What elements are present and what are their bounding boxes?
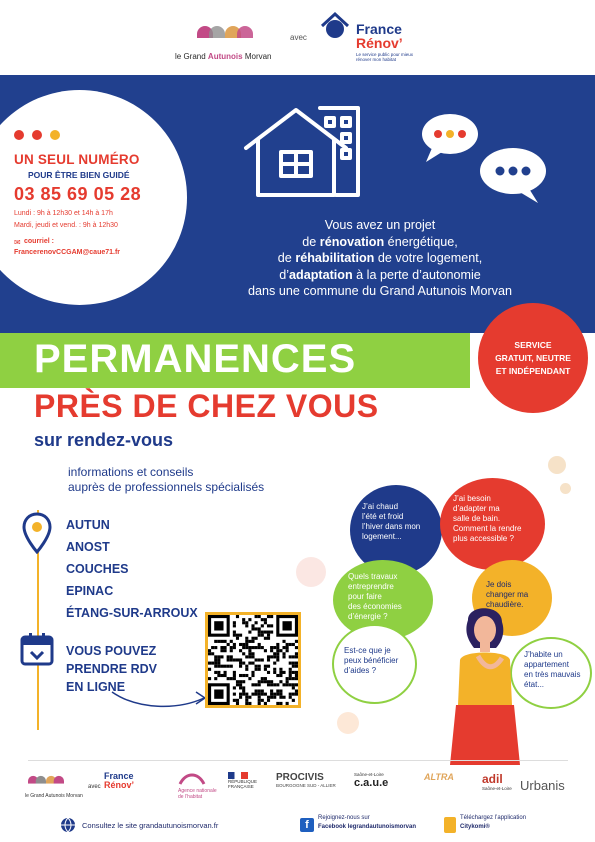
gam-text-bold: Autunois bbox=[207, 52, 243, 61]
france-renov-logo bbox=[318, 10, 428, 70]
globe-icon bbox=[60, 817, 76, 833]
speech-bubble-4: Je dois changer ma chaudière. bbox=[472, 560, 552, 636]
france-renov-line1: France bbox=[356, 21, 402, 37]
deco-dot bbox=[560, 483, 571, 494]
speech-bubble-6: J’habite un appartement en très mauvais état... bbox=[510, 637, 592, 709]
single-number-subtitle: POUR ÊTRE BIEN GUIDÉ bbox=[28, 170, 130, 180]
opening-hours-1: Lundi : 9h à 12h30 et 14h à 17h bbox=[14, 210, 113, 217]
speech-bubble-5: Est-ce que je peux bénéficier d’aides ? bbox=[332, 624, 417, 704]
citykomi-text-2[interactable]: Citykomi® bbox=[460, 824, 490, 830]
phone-number[interactable]: 03 85 69 05 28 bbox=[14, 184, 142, 204]
avec-text: avec bbox=[290, 33, 307, 42]
speech-bubble-1: J’ai chaud l’été et froid l’hiver dans mon logement... bbox=[350, 485, 442, 575]
speech-bubble-3: Quels travaux entreprendre pour faire des économies d’énergie ? bbox=[333, 560, 433, 640]
france-renov-line2: Rénov’ bbox=[356, 35, 403, 51]
gam-text-suffix: Morvan bbox=[244, 52, 272, 61]
footer-anah-logo: Agence nationale de l’habitat bbox=[178, 772, 220, 800]
anah-icon bbox=[178, 772, 206, 786]
mail-icon: ✉ bbox=[14, 238, 21, 247]
footer-avec: avec bbox=[88, 784, 101, 790]
header bbox=[0, 0, 595, 75]
pres-de-chez-vous-title: PRÈS DE CHEZ VOUS bbox=[34, 388, 379, 424]
qr-code-icon bbox=[208, 615, 298, 705]
footer-procivis-logo: PROCIVIS BOURGOGNE SUD - ALLIER bbox=[276, 772, 336, 788]
permanences-title: PERMANENCES bbox=[34, 337, 357, 381]
footer-rf-logo: RÉPUBLIQUE FRANÇAISE bbox=[228, 772, 268, 789]
town-etang-sur-arroux: ÉTANG-SUR-ARROUX bbox=[66, 606, 198, 620]
speech-bubble-icon-2 bbox=[478, 145, 548, 205]
footer-gam-icon bbox=[25, 772, 67, 790]
deco-dot bbox=[337, 712, 359, 734]
single-number-title: UN SEUL NUMÉRO bbox=[14, 152, 140, 167]
mail-label: courriel : bbox=[24, 238, 54, 245]
footer-urbanis-logo: Urbanis bbox=[520, 778, 565, 793]
footer-france-renov-logo: France Rénov’ bbox=[104, 771, 135, 790]
mail-address[interactable]: FrancerenovCCGAM@caue71.fr bbox=[14, 249, 121, 256]
online-booking-text: VOUS POUVEZ PRENDRE RDV EN LIGNE bbox=[66, 644, 157, 694]
gam-text-prefix: le Grand bbox=[175, 52, 206, 61]
info-text: informations et conseils auprès de professionnels spécialisés bbox=[68, 465, 265, 494]
service-badge: SERVICE GRATUIT, NEUTRE ET INDÉPENDANT bbox=[478, 303, 588, 413]
website-link[interactable]: Consultez le site grandautunoismorvan.fr bbox=[82, 821, 219, 830]
facebook-icon: f bbox=[300, 818, 314, 832]
location-pin-icon bbox=[22, 512, 52, 554]
deco-dot bbox=[296, 557, 326, 587]
facebook-text-1: Rejoignez-nous sur bbox=[318, 815, 370, 821]
sur-rendez-vous: sur rendez-vous bbox=[34, 430, 174, 450]
france-renov-tagline: Le service public pour mieux rénover mon habitat bbox=[356, 52, 414, 62]
speech-bubble-2: J’ai besoin d’adapter ma salle de bain. Comment la rendre plus accessible ? bbox=[440, 478, 545, 570]
town-autun: AUTUN bbox=[66, 518, 110, 532]
footer-caue-logo: Saône-et-Loire c.a.u.e bbox=[354, 772, 389, 789]
rf-flag-icon bbox=[228, 772, 248, 779]
citykomi-icon bbox=[444, 817, 456, 833]
gam-mm-icon bbox=[195, 20, 255, 48]
town-epinac: EPINAC bbox=[66, 584, 114, 598]
footer-gam-logo: le Grand Autunois Morvan bbox=[25, 772, 83, 799]
facebook-link[interactable]: Facebook legrandautunoismorvan bbox=[318, 824, 417, 830]
opening-hours-2: Mardi, jeudi et vend. : 9h à 12h30 bbox=[14, 222, 118, 229]
red-dots bbox=[14, 127, 68, 145]
grand-autunois-morvan-logo bbox=[175, 20, 285, 68]
deco-dot bbox=[548, 456, 566, 474]
france-renov-house-icon bbox=[318, 10, 352, 40]
qr-code[interactable] bbox=[205, 612, 301, 708]
footer-separator bbox=[28, 760, 568, 761]
intro-text: Vous avez un projet de rénovation énergétique, de réhabilitation de votre logement, d’adaptation à la perte d’autonomie dans une commune du Grand Autunois Morvan bbox=[248, 218, 512, 298]
town-anost: ANOST bbox=[66, 540, 110, 554]
woman-illustration bbox=[440, 600, 530, 765]
arrow-icon bbox=[108, 670, 218, 720]
speech-bubble-icon bbox=[420, 112, 480, 164]
house-icon bbox=[236, 90, 386, 200]
footer-adil-logo: adil Saône-et-Loire bbox=[482, 772, 512, 791]
calendar-icon bbox=[20, 632, 54, 666]
town-couches: COUCHES bbox=[66, 562, 129, 576]
citykomi-text-1: Téléchargez l’application bbox=[460, 815, 527, 821]
footer-altra-logo: ALTRA bbox=[424, 772, 454, 782]
